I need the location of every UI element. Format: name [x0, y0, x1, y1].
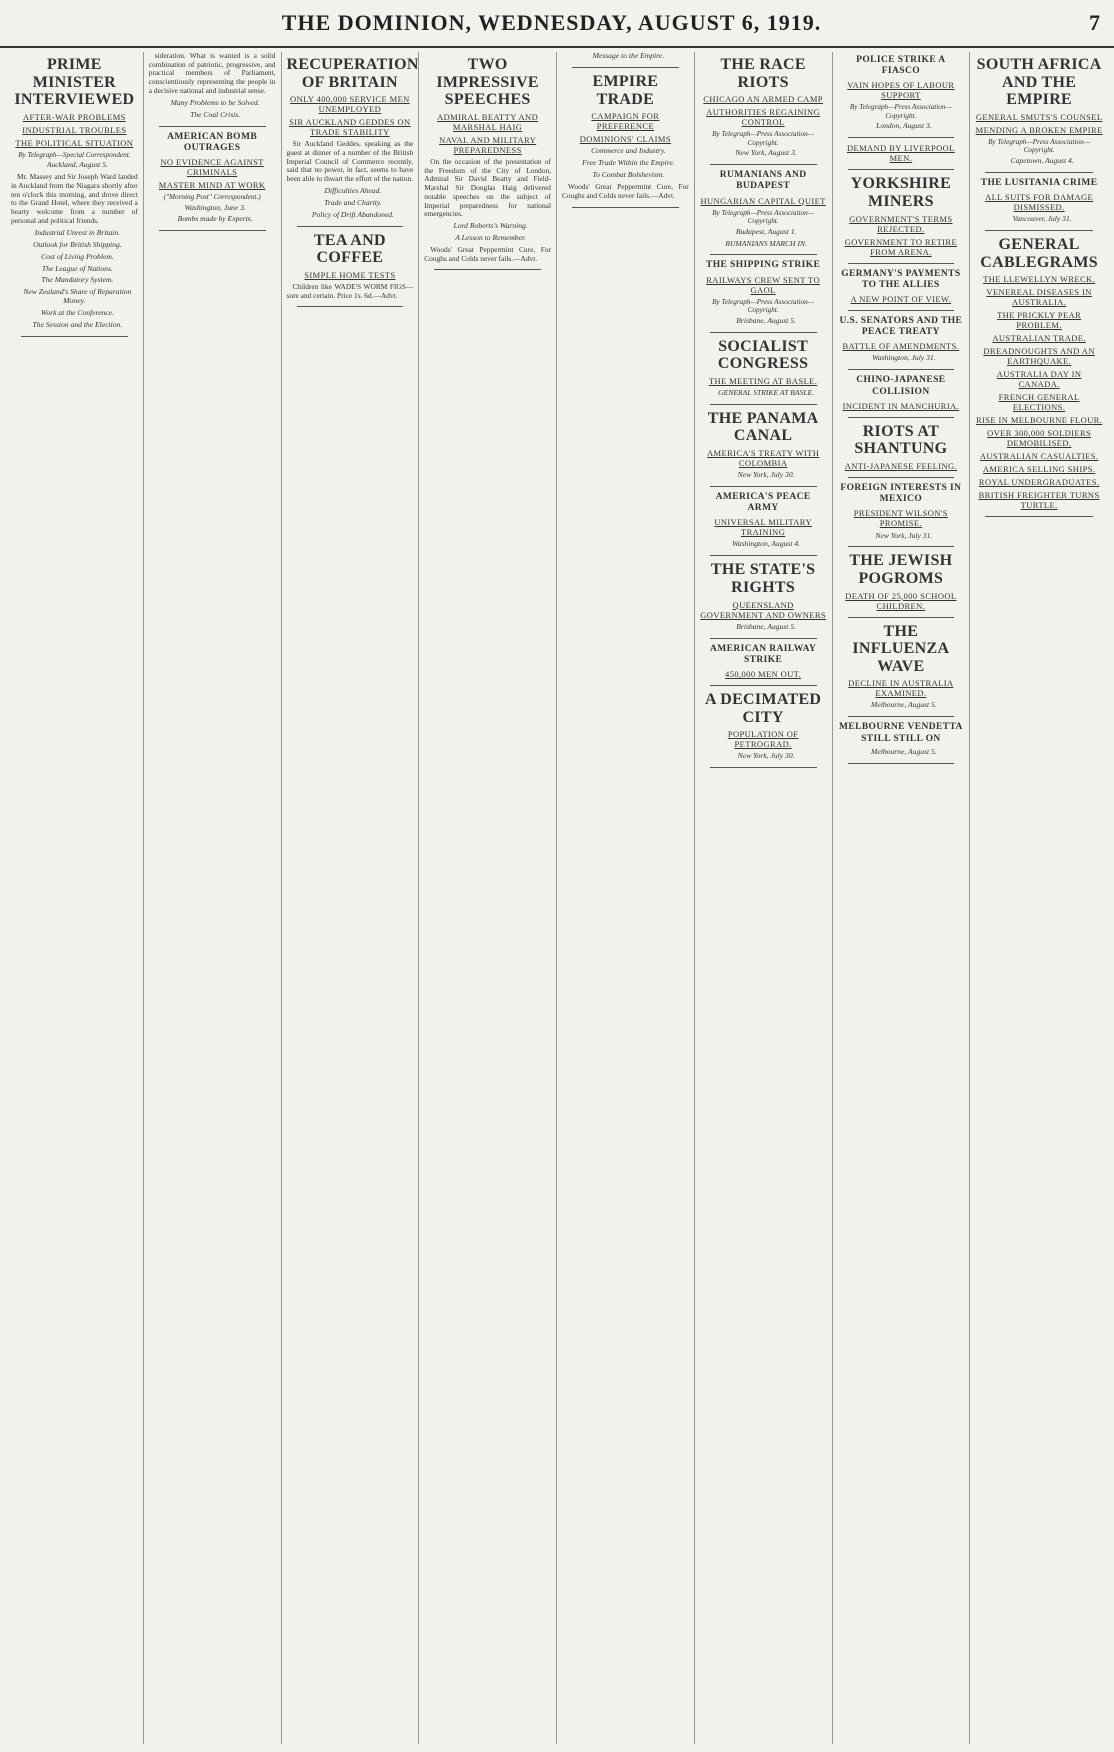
divider	[985, 172, 1093, 173]
subheadline: RISE IN MELBOURNE FLOUR.	[976, 415, 1103, 426]
divider	[848, 369, 955, 370]
headline: RIOTS AT SHANTUNG	[854, 422, 948, 458]
headline: THE PANAMA CANAL	[707, 409, 819, 445]
subheadline: DREADNOUGHTS AND AN EARTHQUAKE.	[983, 346, 1095, 367]
byline: By Telegraph—Press Association—Copyright.	[712, 297, 815, 315]
divider	[848, 763, 955, 764]
section-subhead: A Lesson to Remember.	[455, 232, 526, 242]
divider	[710, 164, 817, 165]
subheadline: BRITISH FREIGHTER TURNS TURTLE.	[978, 490, 1100, 511]
page-number: 7	[1089, 10, 1100, 35]
section-subhead: Many Problems to be Solved.	[170, 97, 260, 107]
article	[149, 132, 276, 225]
subheadline: THE PRICKLY PEAR PROBLEM.	[997, 310, 1082, 331]
article	[838, 269, 965, 304]
divider	[572, 67, 679, 68]
section-subhead: Lord Roberts's Warning.	[453, 220, 528, 230]
article	[838, 552, 965, 610]
subheadline: QUEENSLAND GOVERNMENT AND OWNERS	[700, 599, 827, 620]
byline: By Telegraph—Press Association—Copyright.	[849, 103, 952, 120]
subheadline: 450,000 MEN OUT.	[725, 668, 802, 679]
subheadline: THE MEETING AT BASLE.	[708, 375, 818, 386]
section-subhead: New York, August 3.	[735, 148, 797, 158]
headline: FOREIGN INTERESTS IN MEXICO	[840, 483, 962, 505]
divider	[159, 230, 266, 231]
subheadline: THE POLITICAL SITUATION	[15, 137, 134, 148]
article	[838, 722, 965, 756]
subheadline: ALL SUITS FOR DAMAGE DISMISSED.	[985, 191, 1094, 212]
masthead	[0, 0, 1114, 48]
section-subhead: Budapest, August 1.	[735, 226, 797, 236]
subheadline: MASTER MIND AT WORK	[158, 180, 266, 191]
divider	[297, 226, 404, 227]
paragraph: Children like WADE'S WORM FIGS—sure and certain. Price 1s. 6d.—Advt.	[286, 281, 414, 300]
news-column	[833, 52, 971, 1744]
subheadline: POPULATION OF PETROGRAD.	[727, 729, 799, 750]
article	[562, 73, 689, 201]
news-column	[970, 52, 1108, 1744]
headline: AMERICA'S PEACE ARMY	[715, 491, 811, 514]
headline: GERMANY'S PAYMENTS TO THE ALLIES	[841, 268, 961, 290]
section-subhead: Cost of Living Problem.	[41, 251, 114, 261]
section-subhead: The Session and the Election.	[32, 320, 123, 330]
section-subhead: Commerce and Industry.	[591, 146, 666, 156]
subheadline: NO EVIDENCE AGAINST CRIMINALS	[160, 156, 264, 177]
article	[700, 56, 827, 158]
article	[562, 52, 689, 61]
headline: TWO IMPRESSIVE SPEECHES	[436, 56, 539, 109]
section-subhead: Brisbane, August 5.	[736, 621, 797, 631]
article	[975, 56, 1103, 166]
paper-title: THE DOMINION, WEDNESDAY, AUGUST 6, 1919.	[281, 10, 822, 35]
headline: CHINO-JAPANESE COLLISION	[856, 375, 946, 397]
subheadline: ONLY 400,000 SERVICE MEN UNEMPLOYED	[290, 94, 410, 115]
headline: THE INFLUENZA WAVE	[852, 622, 950, 675]
subheadline: ROYAL UNDERGRADUATES.	[978, 477, 1100, 488]
section-subhead: Brisbane, August 5.	[736, 315, 797, 325]
headline: THE LUSITANIA CRIME	[980, 177, 1098, 188]
divider	[848, 417, 955, 418]
news-column	[282, 52, 420, 1744]
section-subhead: Policy of Drift Abandoned.	[311, 209, 394, 219]
headline: EMPIRE TRADE	[592, 72, 659, 108]
subheadline: SIR AUCKLAND GEDDES ON TRADE STABILITY	[289, 117, 411, 138]
article	[700, 561, 827, 631]
headline: POLICE STRIKE A FIASCO	[856, 55, 946, 77]
section-subhead: Washington, August 4.	[732, 539, 801, 549]
subheadline: DECLINE IN AUSTRALIA EXAMINED.	[848, 678, 954, 699]
section-subhead: Melbourne, August 5.	[871, 746, 937, 756]
article	[286, 56, 419, 220]
section-subhead: The League of Nations.	[41, 263, 113, 273]
subheadline: AUSTRALIAN CASUALTIES.	[979, 451, 1099, 462]
divider	[710, 486, 817, 487]
headline: PRIME MINISTER INTERVIEWED	[14, 56, 135, 109]
subheadline: UNIVERSAL MILITARY TRAINING	[714, 517, 812, 538]
section-subhead: Free Trade Within the Empire.	[582, 158, 675, 168]
subheadline: GOVERNMENT'S TERMS REJECTED.	[849, 213, 953, 234]
section-subhead: Difficulties Ahead.	[324, 185, 382, 195]
article	[149, 52, 276, 120]
news-column	[695, 52, 833, 1744]
subheadline: MENDING A BROKEN EMPIRE	[975, 124, 1103, 135]
divider	[434, 269, 541, 270]
article	[287, 232, 414, 301]
subheadline: BATTLE OF AMENDMENTS.	[842, 341, 960, 352]
paragraph: Woods' Great Peppermint Cure, For Coughs and Colds never fails.—Advt.	[562, 182, 689, 200]
subheadline: AUSTRALIA DAY IN CANADA.	[996, 369, 1082, 390]
divider	[848, 546, 955, 547]
section-subhead: Washington, July 31.	[872, 353, 936, 363]
headline: RECUPERATION OF BRITAIN	[286, 56, 419, 91]
article	[424, 56, 551, 263]
headline: THE RACE RIOTS	[720, 56, 806, 91]
subheadline: ANTI-JAPANESE FEELING.	[844, 461, 958, 472]
divider	[710, 555, 817, 556]
subheadline: ADMIRAL BEATTY AND MARSHAL HAIG	[437, 111, 539, 132]
divider	[848, 310, 955, 311]
divider	[848, 263, 955, 264]
subheadline: CHICAGO AN ARMED CAMP	[703, 94, 823, 105]
section-subhead: New York, July 30.	[737, 751, 795, 761]
article	[838, 55, 965, 131]
section-subhead: Washington, June 3.	[184, 202, 246, 212]
article	[975, 178, 1103, 224]
paragraph: Mr. Massey and Sir Joseph Ward landed in Auckland from the Niagara shortly after ten o'clock this morning, and drove direct to the Grand Hotel, where they received a hearty welcome from a number of personal and political friends.	[11, 172, 138, 225]
paragraph: Sir Auckland Geddes, speaking as the guest at dinner of a number of the British Imperial Council of Commerce recently, said that no power, in fact, seems to have been able to thwart the effort of the nation.	[286, 139, 414, 184]
subheadline: AMERICA SELLING SHIPS.	[982, 464, 1096, 475]
article	[700, 338, 827, 398]
paragraph: On the occasion of the presentation of the Freedom of the City of London, Admiral Sir David Beatty and Field-Marshal Sir Douglas Haig delivered notable speeches on the subject of Imperial preparedness for national emergencies.	[424, 156, 551, 219]
divider	[848, 617, 955, 618]
news-column	[419, 52, 557, 1744]
article	[838, 623, 965, 711]
headline: MELBOURNE VENDETTA STILL STILL ON	[838, 722, 963, 744]
section-subhead: Auckland, August 5.	[46, 160, 108, 170]
section-subhead: Bombs made by Experts.	[177, 214, 253, 224]
article	[838, 175, 965, 256]
section-subhead: The Mandatory System.	[41, 275, 114, 285]
section-subhead: Industrial Unrest in Britain.	[34, 227, 121, 237]
article	[838, 423, 965, 471]
subheadline: DEATH OF 25,000 SCHOOL CHILDREN.	[845, 590, 957, 611]
headline: U.S. SENATORS AND THE PEACE TREATY	[839, 316, 963, 338]
section-subhead: New Zealand's Share of Reparation Money.	[23, 287, 132, 306]
divider	[297, 306, 404, 307]
section-subhead: Melbourne, August 5.	[871, 700, 937, 710]
byline: By Telegraph—Special Correspondent.	[18, 150, 131, 159]
subheadline: VENEREAL DISEASES IN AUSTRALIA.	[986, 287, 1092, 308]
byline: By Telegraph—Press Association—Copyright.	[988, 137, 1091, 155]
news-column	[557, 52, 695, 1744]
headline: THE JEWISH POGROMS	[849, 552, 953, 588]
columns	[0, 48, 1114, 1744]
subheadline: AUSTRALIAN TRADE.	[992, 333, 1086, 344]
subheadline: AFTER-WAR PROBLEMS	[22, 111, 126, 122]
section-subhead: New York, July 31.	[875, 530, 933, 540]
headline: SOUTH AFRICA AND THE EMPIRE	[976, 56, 1102, 109]
paragraph: Woods' Great Peppermint Cure, For Coughs and Colds never fails.—Advt.	[424, 244, 551, 263]
section-subhead: Outlook for British Shipping.	[33, 239, 122, 249]
divider	[572, 207, 679, 208]
news-column	[144, 52, 282, 1744]
headline: THE SHIPPING STRIKE	[706, 260, 821, 271]
divider	[848, 716, 955, 717]
section-subhead: Capetown, August 4.	[1010, 155, 1074, 165]
subheadline: GOVERNMENT TO RETIRE FROM ARENA.	[844, 236, 958, 257]
divider	[985, 516, 1093, 517]
subheadline: AUTHORITIES REGAINING CONTROL	[706, 107, 821, 128]
section-subhead: Trade and Charity.	[324, 197, 382, 207]
article	[700, 410, 827, 480]
section-subhead: To Combat Bolshevism.	[592, 170, 665, 180]
article	[11, 56, 138, 330]
subheadline: INCIDENT IN MANCHURIA.	[842, 400, 960, 411]
news-column	[6, 52, 144, 1744]
headline: TEA AND COFFEE	[313, 231, 386, 267]
subheadline: A NEW POINT OF VIEW.	[850, 294, 952, 305]
article	[838, 375, 965, 410]
section-subhead: Message to the Empire.	[592, 52, 665, 60]
section-subhead: London, August 3.	[876, 121, 932, 131]
byline: By Telegraph—Press Association—Copyright.	[712, 130, 815, 147]
article	[700, 170, 827, 248]
headline: THE STATE'S RIGHTS	[710, 561, 816, 596]
headline: GENERAL CABLEGRAMS	[980, 235, 1098, 271]
article	[700, 260, 827, 325]
subheadline: RAILWAYS CREW SENT TO GAOL	[706, 274, 821, 295]
section-subhead: Vancouver, July 31.	[1012, 213, 1072, 223]
byline: ("Morning Post" Correspondent.)	[163, 193, 261, 202]
section-subhead: New York, July 30.	[737, 469, 795, 479]
subheadline: DEMAND BY LIVERPOOL MEN.	[846, 143, 955, 164]
divider	[848, 137, 955, 138]
subheadline: VAIN HOPES OF LABOUR SUPPORT	[847, 80, 955, 101]
paragraph: sideration. What is wanted is a solid combination of patriotic, progressive, and practical members of Parliament, conscientiously representing the people in a decisive national and industrial sense.	[148, 52, 276, 95]
subheadline: THE LLEWELLYN WRECK.	[983, 274, 1096, 285]
article	[838, 143, 965, 163]
article	[838, 483, 965, 540]
subheadline: OVER 300,000 SOLDIERS DEMOBILISED.	[987, 428, 1092, 449]
article	[700, 644, 827, 679]
subheadline: DOMINIONS' CLAIMS	[579, 134, 671, 145]
subheadline: AMERICA'S TREATY WITH COLOMBIA	[707, 447, 820, 468]
article	[838, 316, 965, 363]
divider	[710, 332, 817, 333]
subheadline: HUNGARIAN CAPITAL QUIET	[700, 195, 826, 206]
headline: AMERICAN BOMB OUTRAGES	[167, 131, 258, 153]
headline: A DECIMATED CITY	[704, 690, 822, 726]
byline: By Telegraph—Press Association—Copyright.	[712, 208, 815, 226]
divider	[710, 685, 817, 686]
subheadline: NAVAL AND MILITARY PREPAREDNESS	[439, 134, 537, 155]
section-subhead: GENERAL STRIKE AT BASLE.	[718, 387, 815, 397]
divider	[985, 230, 1093, 231]
article	[975, 236, 1103, 511]
divider	[848, 477, 955, 478]
divider	[710, 404, 817, 405]
subheadline: PRESIDENT WILSON'S PROMISE.	[853, 508, 948, 529]
divider	[710, 254, 817, 255]
divider	[21, 336, 128, 337]
divider	[159, 126, 266, 127]
headline: YORKSHIRE MINERS	[850, 175, 952, 210]
subheadline: CAMPAIGN FOR PREFERENCE	[591, 111, 660, 132]
divider	[710, 638, 817, 639]
subheadline: SIMPLE HOME TESTS	[304, 269, 396, 280]
headline: RUMANIANS AND BUDAPEST	[719, 170, 807, 192]
divider	[710, 767, 817, 768]
section-subhead: RUMANIANS MARCH IN.	[725, 238, 807, 248]
subheadline: FRENCH GENERAL ELECTIONS.	[998, 392, 1080, 413]
headline: SOCIALIST CONGRESS	[717, 337, 809, 373]
article	[700, 691, 827, 761]
headline: AMERICAN RAILWAY STRIKE	[709, 643, 817, 665]
section-subhead: The Coal Crisis.	[190, 109, 241, 119]
subheadline: INDUSTRIAL TROUBLES	[22, 124, 127, 135]
section-subhead: Work at the Conference.	[40, 308, 114, 318]
subheadline: GENERAL SMUTS'S COUNSEL	[975, 111, 1103, 122]
article	[700, 492, 827, 549]
divider	[848, 169, 955, 170]
